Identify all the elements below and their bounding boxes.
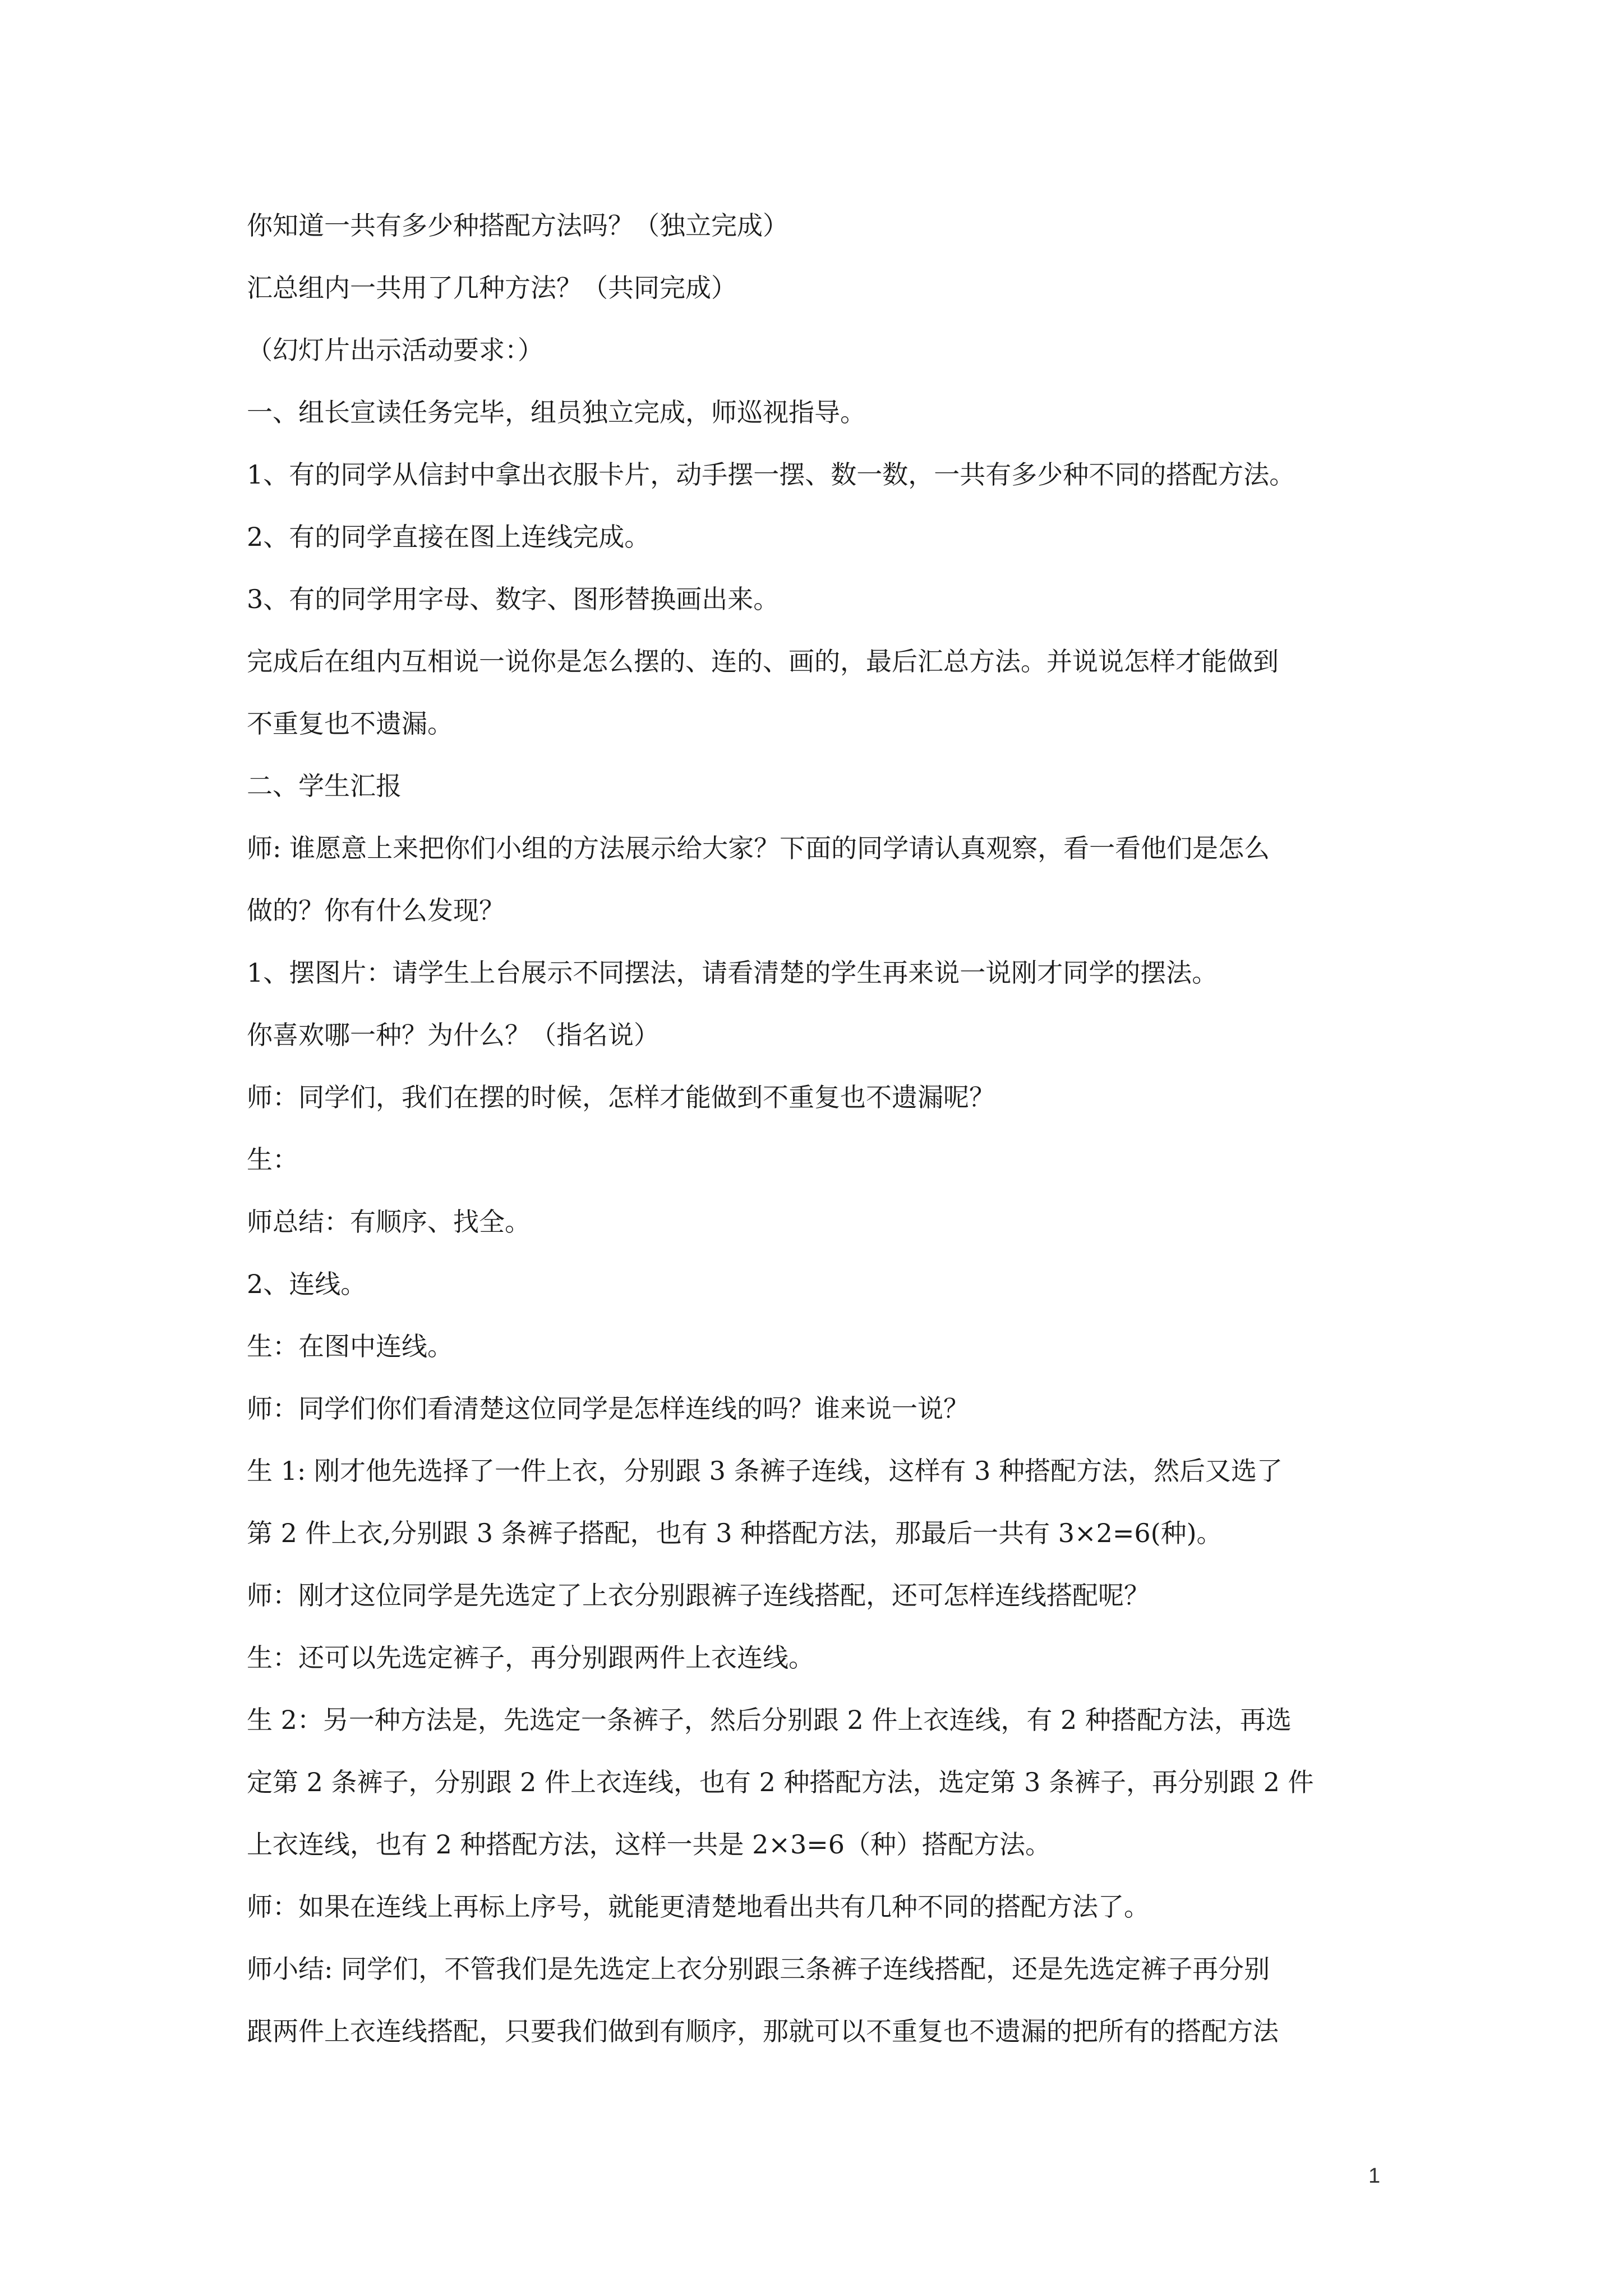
- text-line: 3、有的同学用字母、数字、图形替换画出来。: [247, 584, 780, 614]
- text-line: 二、学生汇报: [247, 771, 402, 801]
- text-line: 师：同学们，我们在摆的时候，怎样才能做到不重复也不遗漏呢？: [247, 1082, 995, 1112]
- text-line: 不重复也不遗漏。: [247, 708, 453, 739]
- text-line: （幻灯片出示活动要求：）: [247, 335, 543, 365]
- text-line: 师总结：有顺序、找全。: [247, 1207, 531, 1237]
- text-line: 做的？你有什么发现？: [247, 895, 505, 926]
- text-line: 1、有的同学从信封中拿出衣服卡片，动手摆一摆、数一数，一共有多少种不同的搭配方法。: [247, 459, 1295, 490]
- text-line: 生 1: 刚才他先选择了一件上衣，分别跟 3 条裤子连线，这样有 3 种搭配方法，然后又选了: [247, 1456, 1283, 1486]
- text-line: 师：如果在连线上再标上序号，就能更清楚地看出共有几种不同的搭配方法了。: [247, 1892, 1150, 1922]
- text-line: 上衣连线，也有 2 种搭配方法，这样一共是 2×3=6（种）搭配方法。: [247, 1829, 1052, 1860]
- text-line: 汇总组内一共用了几种方法？（共同完成）: [247, 273, 737, 303]
- text-line: 1、摆图片：请学生上台展示不同摆法，请看清楚的学生再来说一说刚才同学的摆法。: [247, 958, 1218, 988]
- text-line: 生：在图中连线。: [247, 1331, 453, 1361]
- text-line: 师：刚才这位同学是先选定了上衣分别跟裤子连线搭配，还可怎样连线搭配呢？: [247, 1580, 1150, 1611]
- text-line: 一、组长宣读任务完毕，组员独立完成，师巡视指导。: [247, 397, 866, 427]
- text-line: 师: 谁愿意上来把你们小组的方法展示给大家？下面的同学请认真观察，看一看他们是怎么: [247, 833, 1270, 863]
- page-number: 1: [1368, 2164, 1381, 2188]
- text-line: 生：还可以先选定裤子，再分别跟两件上衣连线。: [247, 1642, 814, 1673]
- text-line: 跟两件上衣连线搭配，只要我们做到有顺序，那就可以不重复也不遗漏的把所有的搭配方法: [247, 2016, 1279, 2046]
- text-line: 师小结: 同学们，不管我们是先选定上衣分别跟三条裤子连线搭配，还是先选定裤子再分别: [247, 1954, 1270, 1984]
- text-line: 第 2 件上衣,分别跟 3 条裤子搭配，也有 3 种搭配方法，那最后一共有 3×2=6(种)。: [247, 1518, 1223, 1548]
- document-body: [247, 209, 1391, 2077]
- text-line: 2、有的同学直接在图上连线完成。: [247, 522, 651, 552]
- text-line: 你知道一共有多少种搭配方法吗？（独立完成）: [247, 210, 789, 241]
- text-line: 2、连线。: [247, 1269, 367, 1299]
- text-line: 你喜欢哪一种？为什么？（指名说）: [247, 1020, 660, 1050]
- text-line: 师：同学们你们看清楚这位同学是怎样连线的吗？谁来说一说？: [247, 1393, 969, 1424]
- text-line: 生：: [247, 1144, 298, 1175]
- text-line: 定第 2 条裤子，分别跟 2 件上衣连线，也有 2 种搭配方法，选定第 3 条裤子，再分别跟 2 件: [247, 1767, 1314, 1797]
- text-line: 生 2：另一种方法是，先选定一条裤子，然后分别跟 2 件上衣连线，有 2 种搭配方法，再选: [247, 1705, 1292, 1735]
- text-line: 完成后在组内互相说一说你是怎么摆的、连的、画的，最后汇总方法。并说说怎样才能做到: [247, 646, 1279, 677]
